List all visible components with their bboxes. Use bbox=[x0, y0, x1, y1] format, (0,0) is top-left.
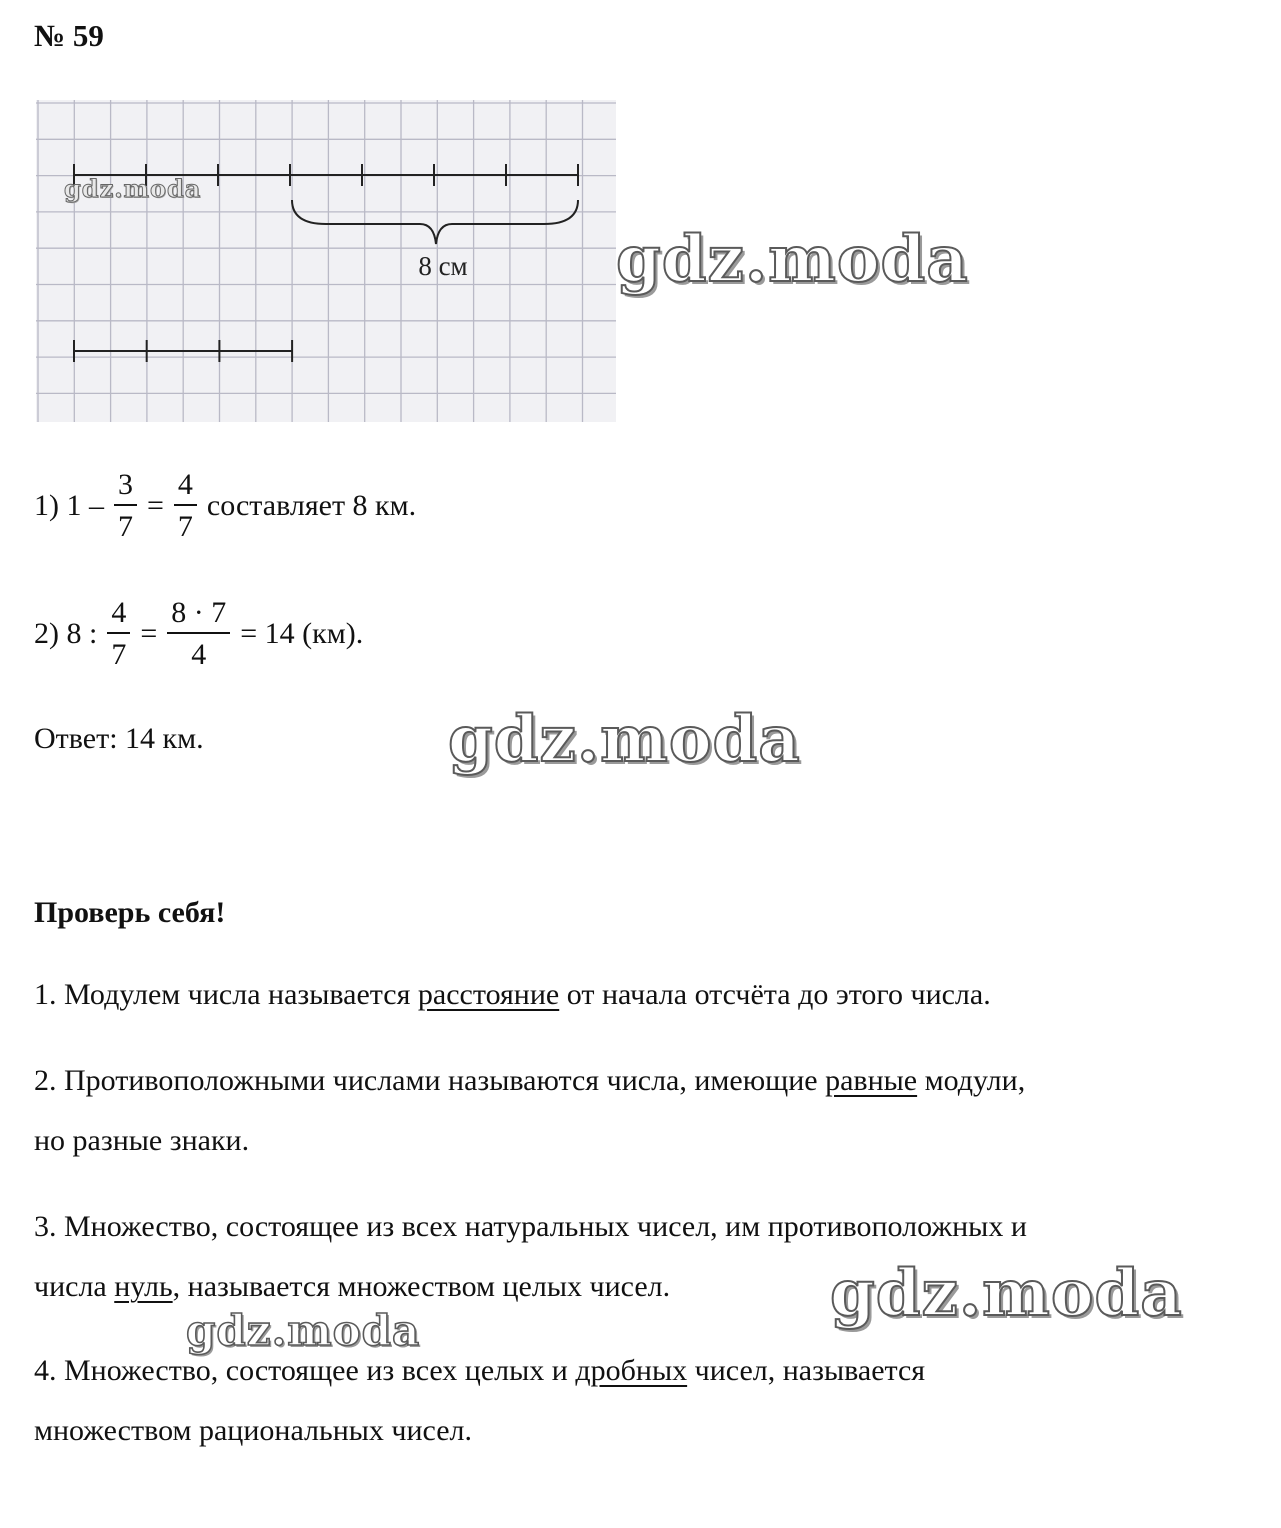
watermark-4: gdz.moda bbox=[186, 1306, 421, 1355]
check-item-2-line2: но разные знаки. bbox=[34, 1124, 250, 1157]
grid-svg bbox=[36, 100, 616, 422]
step-2-prefix: 2) 8 : bbox=[34, 617, 98, 650]
exercise-title: № 59 bbox=[34, 18, 104, 53]
watermark-2: gdz.moda bbox=[448, 702, 801, 777]
watermark-small-grid: gdz.moda bbox=[64, 174, 202, 203]
fraction-4-7-b: $\frac{4}{7}$ bbox=[107, 598, 130, 670]
check-item-3: 3. Множество, состоящее из всех натуральных чисел, им противоположных и bbox=[34, 1210, 1027, 1243]
step-2 bbox=[34, 598, 363, 670]
step-1-suffix: составляет 8 км. bbox=[206, 489, 417, 522]
blank-answer-1: расстояние bbox=[417, 978, 560, 1011]
fraction-8x7-4: $\frac{8 \cdot 7}{4}$ bbox=[167, 598, 230, 670]
check-item-4-line2: множеством рациональных чисел. bbox=[34, 1414, 473, 1447]
check-item-4: 4. Множество, состоящее из всех целых и дробных чисел, называется bbox=[34, 1354, 926, 1387]
fraction-3-7: $\frac{3}{7}$ bbox=[114, 470, 137, 542]
step-1-prefix: 1) 1 – bbox=[34, 489, 104, 522]
watermark-1: gdz.moda bbox=[616, 222, 969, 297]
watermark-3: gdz.moda bbox=[830, 1256, 1183, 1331]
answer: Ответ: 14 км. bbox=[34, 722, 204, 755]
step-2-eq: = bbox=[140, 617, 158, 650]
step-2-suffix: = 14 (км). bbox=[240, 617, 364, 650]
check-item-1: 1. Модулем числа называется расстояние от начала отсчёта до этого числа. bbox=[34, 978, 991, 1011]
blank-answer-3: нуль bbox=[114, 1270, 173, 1303]
step-1 bbox=[34, 470, 416, 542]
brace-label: 8 см bbox=[418, 251, 468, 281]
grid-background bbox=[36, 100, 616, 422]
fraction-4-7: $\frac{4}{7}$ bbox=[174, 470, 197, 542]
check-heading: Проверь себя! bbox=[34, 896, 226, 929]
grid-diagram bbox=[36, 100, 616, 422]
check-item-3-line2: числа нуль, называется множеством целых чисел. bbox=[34, 1270, 671, 1303]
blank-answer-4: дробных bbox=[575, 1354, 688, 1387]
blank-answer-2: равные bbox=[825, 1064, 918, 1097]
step-1-eq: = bbox=[147, 489, 164, 522]
check-item-2: 2. Противоположными числами называются числа, имеющие равные модули, bbox=[34, 1064, 1026, 1097]
